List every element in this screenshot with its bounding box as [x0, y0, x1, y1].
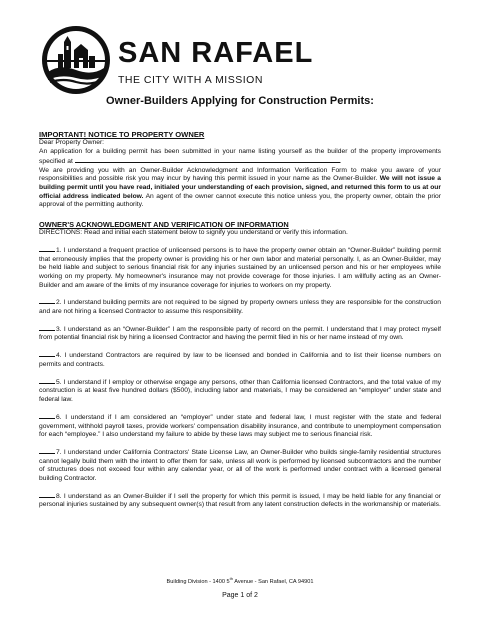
- acknowledgment-directions: DIRECTIONS: Read and initial each statement below to signify you understand or verify this information.: [39, 229, 348, 237]
- initial-blank-1: [39, 245, 55, 252]
- notice-heading: IMPORTANT! NOTICE TO PROPERTY OWNER: [39, 130, 205, 139]
- item-text-4: 4. I understand Contractors are required by law to be licensed and bonded in California and to list their license numbers on permits and contracts.: [39, 352, 441, 368]
- item-text-7: 7. I understand under California Contractors' State License Law, an Owner-Builder who builds single-family residential structures cannot legally build them with the intent to offer them for sale, unless all work is performed by licensed subcontractors and the number of structures does not exceed four within any calendar year, or all of the work is performed under contract with a licensed general building Contractor.: [39, 449, 441, 482]
- item-text-5: 5. I understand if I employ or otherwise engage any persons, other than California licensed Contractors, and the total value of my construction is at least five hundred dollars ($500), including labor and materials, I may be considered an “employer” under state and federal law.: [39, 378, 441, 404]
- footer-address-post: Avenue - San Rafael, CA 94901: [233, 578, 314, 585]
- notice-paragraph-2-end: An agent of the owner cannot execute this notice unless you, the property owner, obtain the prior approval of the permitting authority.: [39, 192, 441, 209]
- item-text-2: 2. I understand building permits are not required to be signed by property owners unless they are responsible for the construction and are not hiring a licensed Contractor to assume this responsibility.: [39, 299, 441, 315]
- brand-name: SAN RAFAEL: [118, 37, 314, 69]
- initial-blank-2: [39, 297, 55, 304]
- initial-blank-3: [39, 324, 55, 331]
- document-title: Owner-Builders Applying for Construction Permits:: [106, 95, 374, 107]
- footer-address-sup: th: [229, 576, 233, 581]
- initial-blank-7: [39, 447, 55, 454]
- page-number: Page 1 of 2: [222, 592, 258, 599]
- acknowledgment-item-5: [39, 377, 441, 405]
- notice-paragraph-1-end: .: [339, 158, 342, 166]
- notice-salutation: Dear Property Owner:: [39, 139, 105, 146]
- footer-address-pre: Building Division - 1400 5: [166, 578, 230, 585]
- acknowledgment-heading: OWNER'S ACKNOWLEDGMENT AND VERIFICATION OF INFORMATION: [39, 220, 289, 230]
- document-body: [39, 130, 441, 510]
- brand-block: [118, 38, 313, 86]
- initial-blank-8: [39, 491, 55, 498]
- initial-blank-5: [39, 377, 55, 384]
- brand-tagline: THE CITY WITH A MISSION: [118, 74, 263, 86]
- notice-paragraph-1-text: An application for a building permit has been submitted in your name listing yourself as the builder of the property improvements specified at: [39, 147, 441, 166]
- acknowledgment-item-1: [39, 245, 441, 290]
- acknowledgment-item-2: [39, 297, 441, 316]
- acknowledgment-item-4: [39, 350, 441, 369]
- notice-paragraph-2-bold: We will not issue a building permit until you have read, initialed your understanding of each provision, signed, and returned this form to us at our official address indicated below.: [39, 175, 441, 200]
- acknowledgment-item-8: [39, 491, 441, 510]
- item-text-8: 8. I understand as an Owner-Builder if I sell the property for which this permit is issued, I may be held liable for any financial or personal injuries sustained by any subsequent owner(s) that result from any latent construction defects in the workmanship or materials.: [39, 492, 441, 509]
- item-text-6: 6. I understand if I am considered an “employer” under state and federal law, I must register with the state and federal government, withhold payroll taxes, provide workers' compensation disability insurance, and contribute to unemployment compensation for each “employee.” I also understand my failure to abide by these laws may subject me to serious financial risk.: [39, 413, 441, 439]
- acknowledgment-item-3: [39, 324, 441, 343]
- acknowledgment-item-6: [39, 412, 441, 440]
- item-text-1: 1. I understand a frequent practice of unlicensed persons is to have the property owner obtain an “Owner-Builder” building permit that erroneously implies that the property owner is providing his or her own labor and material personally. I, as an Owner-Builder, may be held liable and subject to serious financial risk for any injuries sustained by an unlicensed person and his or her employees while working on my property. My homeowner's insurance may not provide coverage for those injuries. I am willfully acting as an Owner-Builder and am aware of the limits of my insurance coverage for injuries to workers on my property.: [39, 247, 441, 289]
- notice-paragraph-2: [39, 167, 441, 210]
- notice-paragraph-1: [39, 148, 441, 167]
- acknowledgment-item-7: [39, 447, 441, 483]
- address-blank: [75, 156, 342, 166]
- footer-address: [0, 576, 480, 585]
- initial-blank-6: [39, 412, 55, 419]
- initial-blank-4: [39, 350, 55, 357]
- notice-paragraph-2-text: We are providing you with an Owner-Builder Acknowledgment and Information Verification Form to make you aware of your responsibilities and possible risk you may incur by having this permit issued in your name as the Owner-Builder.: [39, 166, 441, 183]
- san-rafael-seal-logo: [40, 24, 112, 96]
- item-text-3: 3. I understand as an “Owner-Builder” I am the responsible party of record on the permit. I understand that I may protect myself from potential financial risk by hiring a licensed Contractor and having the permit filed in his or her name instead of my own.: [39, 325, 441, 342]
